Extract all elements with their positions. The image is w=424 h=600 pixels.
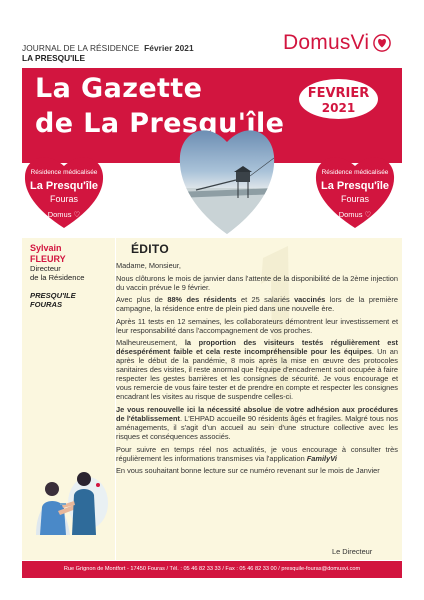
text-run-bold: vaccinés bbox=[294, 295, 326, 305]
text-run: lors de la première campagne, la résidence entre de plein pied dans une nouvelle ère. bbox=[116, 295, 398, 314]
issue-year: 2021 bbox=[321, 101, 356, 115]
text-run-bold: Je vous renouvelle ici la nécessité absolue de votre adhésion aux procédures de l'établissement bbox=[116, 404, 398, 423]
heart-photo bbox=[176, 118, 278, 236]
edito-title: ÉDITO bbox=[131, 242, 169, 256]
text-run-bold: la proportion des visiteurs testés régulièrement est désespérément faible et cela reste incompréhensible pour les équipes bbox=[116, 338, 398, 357]
edito-paragraph-2 bbox=[116, 295, 398, 313]
edito-paragraph-5 bbox=[116, 405, 398, 441]
text-run-bold: 88% des résidents bbox=[167, 295, 237, 305]
text-run: . Un an après le début de la pandémie, 8 mois après la mise en œuvre des protocoles sanitaires des visites, il reste anormal que l'équipe d'encadrement soit occupée à faire respecter les gestes barrières et les consignes de sécurité. Je vous encourage et vous remercie de vous faire tester et de prendre en compte et respecter les consignes encadrant les visites au risque de suspendre celles-ci. bbox=[116, 347, 398, 402]
edito-paragraph-3: Après 11 tests en 12 semaines, les collaborateurs démontrent leur investissement et leur responsabilité dans l'accompagnement de vos proches. bbox=[116, 316, 398, 335]
author-first-name: Sylvain bbox=[30, 243, 62, 253]
brand-name: DomusVi bbox=[283, 31, 370, 54]
text-run: Avec plus de bbox=[116, 295, 168, 305]
author-residence-line2: FOURAS bbox=[30, 300, 63, 310]
footer-contact: Rue Grignon de Montfort - 17450 Fouras / Tél. : 05 46 82 33 33 / Fax : 05 46 82 33 00 / presquile-fouras@domusvi.com bbox=[22, 561, 402, 578]
heart-logo-icon bbox=[373, 34, 391, 52]
badge-brand: Domus ♡ bbox=[47, 210, 81, 219]
author-title-line2: de la Résidence bbox=[30, 273, 85, 283]
edito-paragraph-4 bbox=[116, 338, 398, 401]
gazette-title-line2: de La Presqu'île bbox=[35, 108, 285, 139]
residence-badge-right bbox=[313, 148, 397, 230]
journal-header bbox=[22, 43, 194, 53]
vaccination-illustration bbox=[30, 455, 110, 537]
author-name bbox=[30, 243, 66, 264]
issue-date: Février 2021 bbox=[144, 43, 194, 53]
residence-badge-left bbox=[22, 148, 106, 230]
domusvi-logo bbox=[283, 31, 369, 55]
text-run: . L'EHPAD accueille 90 résidents âgés et fragiles. Malgré tous nos aménagements, il s'agit d'un accueil au sein d'une structure collective avec les risques et conséquences associés. bbox=[116, 413, 398, 441]
author-last-name: FLEURY bbox=[30, 253, 66, 264]
badge-city: Fouras bbox=[49, 194, 78, 204]
edito-signature: Le Directeur bbox=[332, 547, 373, 556]
author-title bbox=[30, 264, 84, 282]
edito-paragraph-1: Nous clôturons le mois de janvier dans l'attente de la disponibilité de la 2ème injection du vaccin prévue le 9 février. bbox=[116, 273, 398, 292]
edito-paragraph-7: En vous souhaitant bonne lecture sur ce numéro revenant sur le mois de Janvier bbox=[116, 466, 380, 476]
edito-greeting: Madame, Monsieur, bbox=[116, 261, 181, 270]
app-name: FamilyVi bbox=[306, 453, 337, 463]
text-run: Malheureusement, bbox=[116, 338, 185, 348]
issue-date-badge bbox=[299, 79, 378, 119]
text-run: et 25 salariés bbox=[236, 295, 295, 305]
edito-body bbox=[116, 261, 398, 479]
edito-paragraph-6 bbox=[116, 445, 398, 463]
badge-residence-name: La Presqu'île bbox=[320, 180, 390, 192]
badge-brand-text: Domus bbox=[338, 210, 363, 219]
author-residence bbox=[30, 291, 76, 309]
badge-residence-name: La Presqu'île bbox=[29, 180, 99, 192]
issue-month: FEVRIER bbox=[307, 86, 370, 101]
journal-label: JOURNAL DE LA RÉSIDENCE bbox=[22, 43, 140, 53]
badge-subtitle: Résidence médicalisée bbox=[30, 169, 98, 176]
gazette-title-line1: La Gazette bbox=[35, 73, 203, 104]
author-residence-line1: PRESQU'ILE bbox=[30, 291, 76, 300]
author-title-line1: Directeur bbox=[30, 264, 61, 273]
text-run: Pour suivre en temps réel nos actualités, je vous encourage à consulter très régulièrement les informations transmises via l'application bbox=[116, 444, 398, 463]
residence-name: LA PRESQU'ILE bbox=[22, 53, 85, 63]
badge-brand: Domus ♡ bbox=[338, 210, 372, 219]
badge-city: Fouras bbox=[340, 194, 369, 204]
badge-subtitle: Résidence médicalisée bbox=[321, 169, 389, 176]
badge-brand-text: Domus bbox=[47, 210, 72, 219]
